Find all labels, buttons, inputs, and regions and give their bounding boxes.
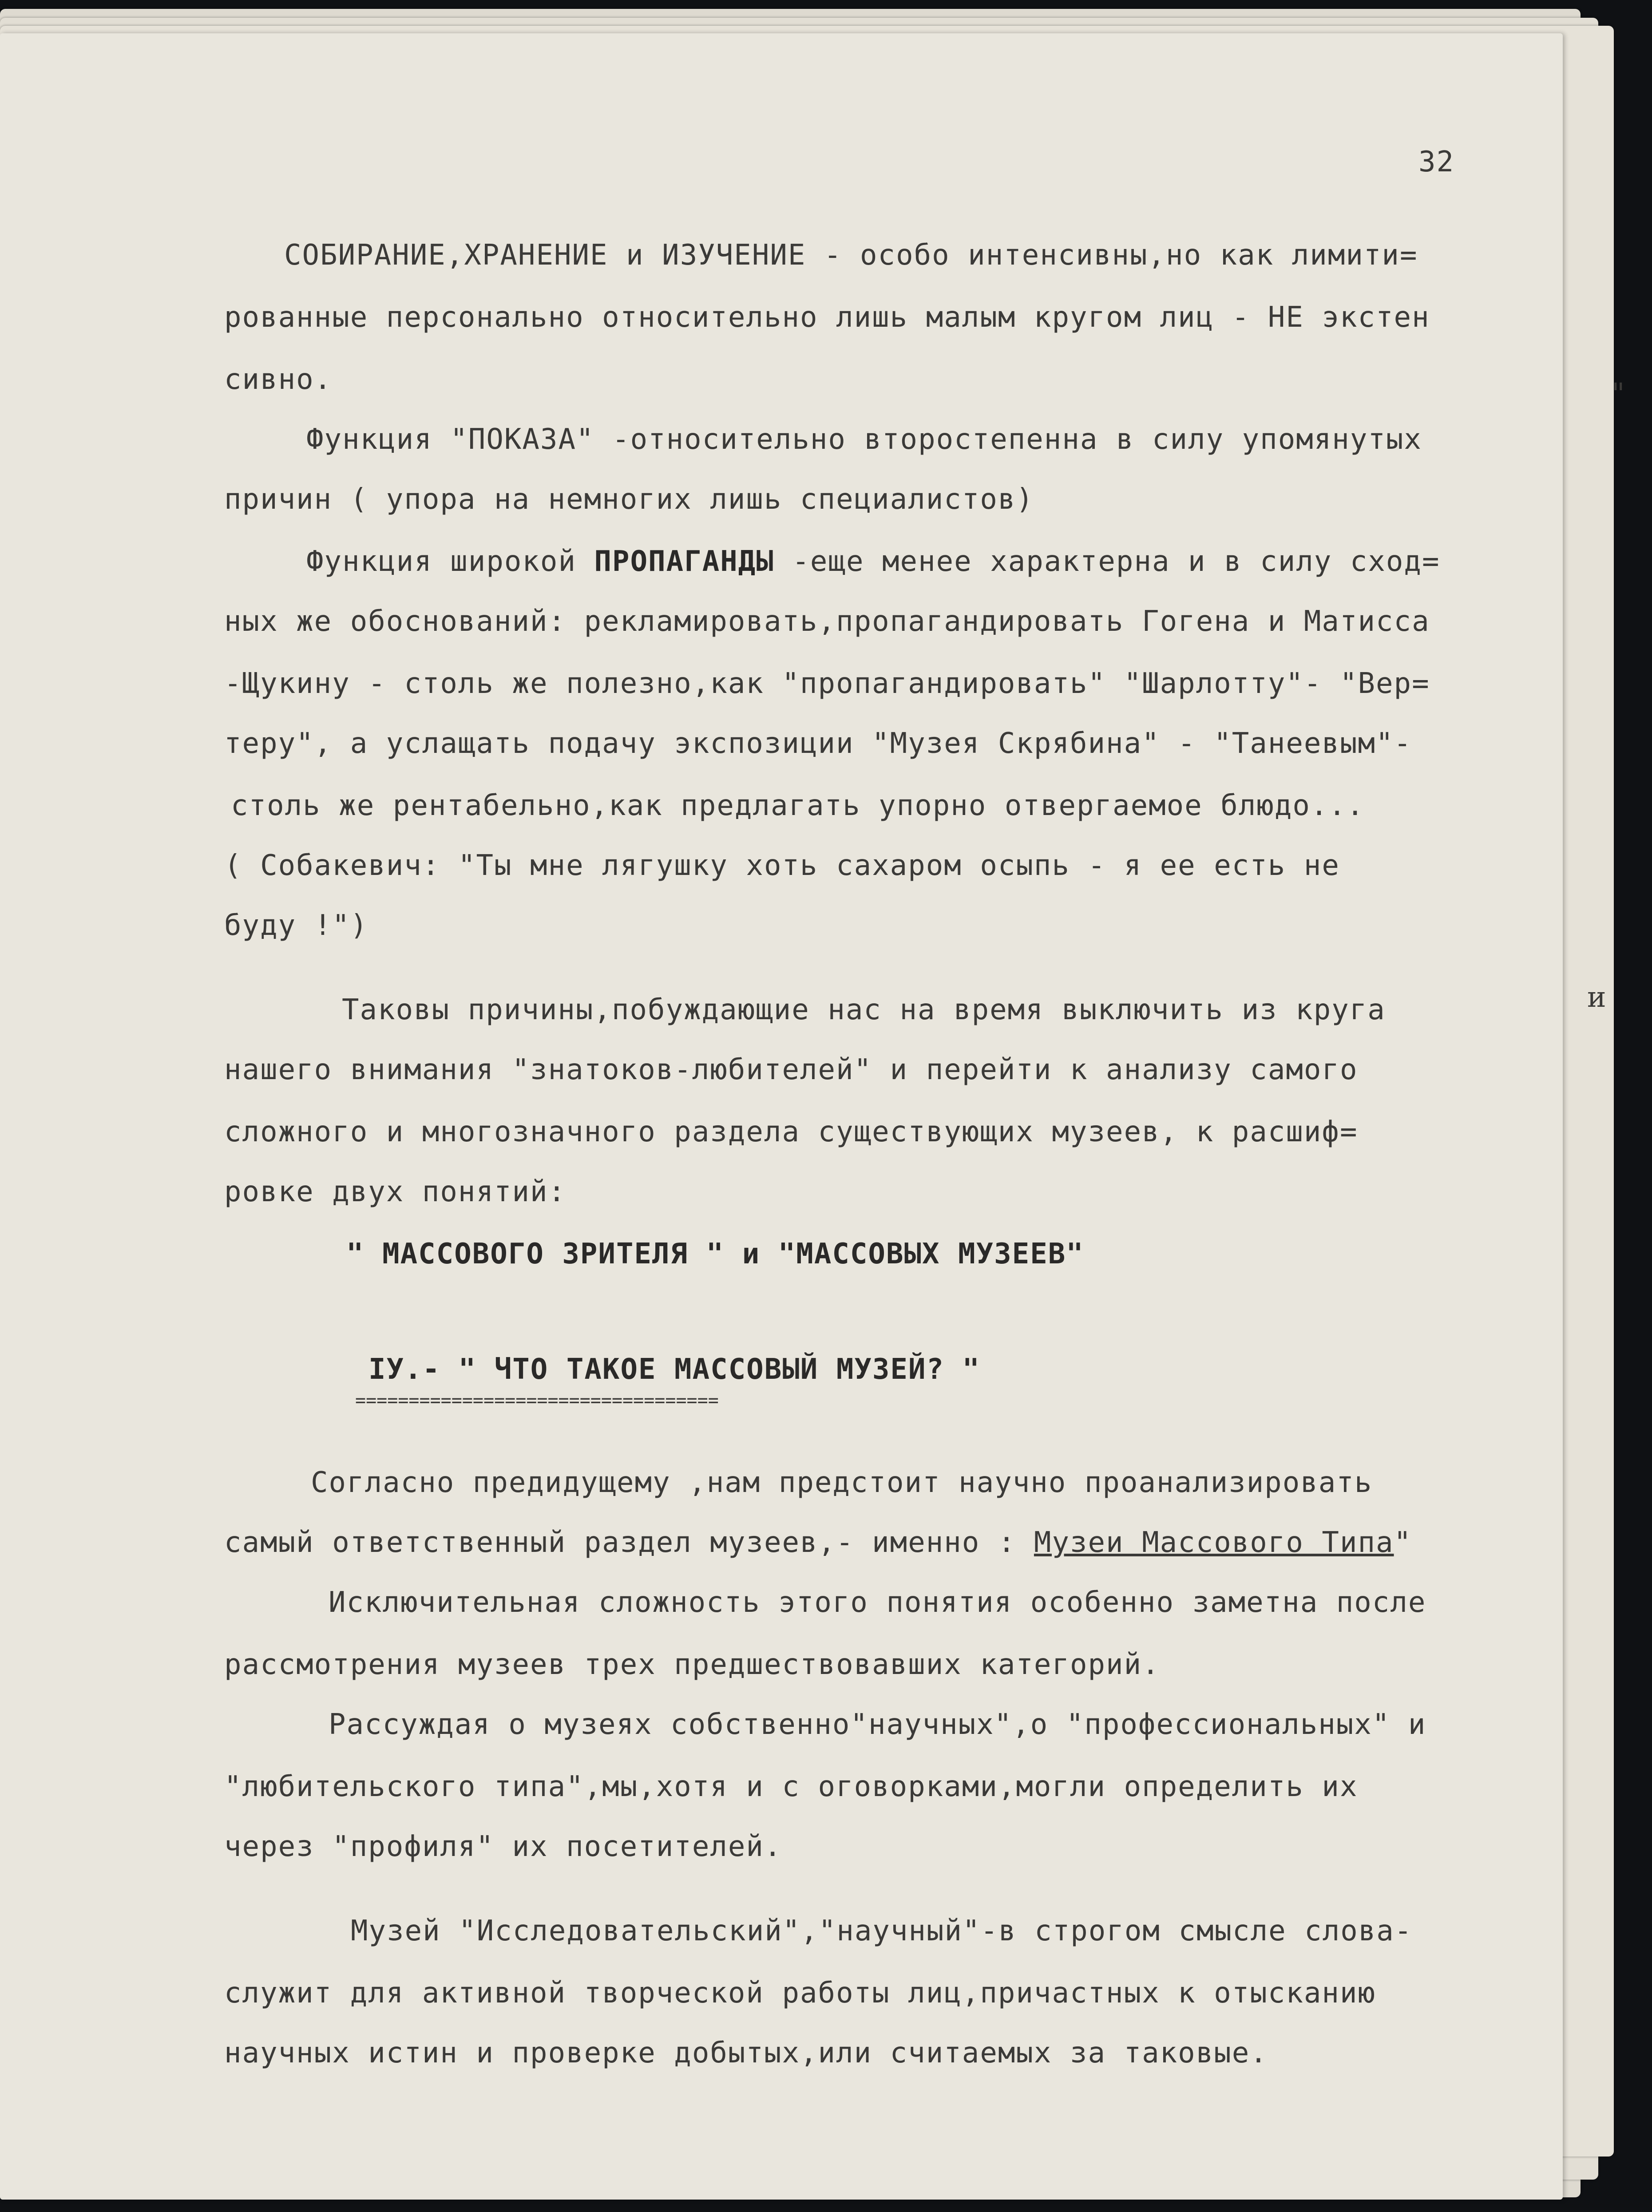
text-line: рованные персонально относительно лишь малым кругом лиц - НЕ экстен [224, 301, 1430, 334]
section-heading: IУ.- " ЧТО ТАКОЕ МАССОВЫЙ МУЗЕЙ? " [368, 1353, 981, 1386]
heading-underline: ================================== [355, 1390, 719, 1411]
text-line: теру", а услащать подачу экспозиции "Музея Скрябина" - "Танеевым"- [224, 727, 1412, 760]
text-line: "любительского типа",мы,хотя и с оговорками,могли определить их [224, 1770, 1358, 1803]
text-segment: -еще менее характерна и в силу сход= [774, 545, 1440, 578]
text-line: служит для активной творческой работы лиц,причастных к отысканию [224, 1977, 1376, 2010]
text-line: рассмотрения музеев трех предшествовавших категорий. [224, 1648, 1160, 1681]
text-line: столь же рентабельно,как предлагать упорно отвергаемое блюдо... [231, 789, 1365, 822]
text-line: сложного и многозначного раздела существующих музеев, к расшиф= [224, 1116, 1358, 1148]
margin-mark: " [1612, 377, 1625, 410]
text-line: через "профиля" их посетителей. [224, 1830, 782, 1863]
text-line [224, 1527, 1412, 1558]
text-line: ( Собакевич: "Ты мне лягушку хоть сахаром осыпь - я ее есть не [224, 849, 1340, 882]
text-line: -Щукину - столь же полезно,как "пропагандировать" "Шарлотту"- "Вер= [224, 667, 1430, 700]
text-line: Исключительная сложность этого понятия особенно заметна после [329, 1586, 1426, 1619]
text-line: Таковы причины,побуждающие нас на время выключить из круга [342, 993, 1386, 1026]
text-line: Функция "ПОКАЗА" -относительно второстепенна в силу упомянутых [306, 423, 1422, 456]
text-line: научных истин и проверке добытых,или считаемых за таковые. [224, 2037, 1268, 2070]
text-line: сивно. [224, 363, 333, 396]
text-line: причин ( упора на немногих лишь специалистов) [224, 483, 1034, 516]
text-line: ровке двух понятий: [224, 1175, 567, 1208]
document-sheet [0, 33, 1563, 2200]
text-line: буду !") [224, 909, 368, 942]
text-line [306, 546, 1440, 577]
text-line: Рассуждая о музеях собственно"научных",о "профессиональных" и [329, 1708, 1426, 1741]
text-line: СОБИРАНИЕ,ХРАНЕНИЕ и ИЗУЧЕНИЕ - особо интенсивны,но как лимити= [284, 239, 1418, 272]
page-number: 32 [1418, 146, 1455, 178]
text-line: ных же обоснований: рекламировать,пропагандировать Гогена и Матисса [224, 605, 1430, 638]
text-line: нашего внимания "знатоков-любителей" и перейти к анализу самого [224, 1053, 1358, 1086]
text-segment: " [1394, 1526, 1412, 1559]
emphasis-word: ПРОПАГАНДЫ [594, 545, 774, 578]
text-line: " МАССОВОГО ЗРИТЕЛЯ " и "МАССОВЫХ МУЗЕЕВ" [346, 1238, 1084, 1270]
text-segment: самый ответственный раздел музеев,- именно : [224, 1526, 1034, 1559]
text-line: Музей "Исследовательский","научный"-в строгом смысле слова- [351, 1915, 1413, 1947]
text-line: Согласно предидущему ,нам предстоит научно проанализировать [311, 1466, 1373, 1499]
text-segment: Функция широкой [306, 545, 594, 578]
underlined-phrase: Музеи Массового Типа [1034, 1526, 1394, 1559]
margin-mark: и [1587, 981, 1606, 1014]
